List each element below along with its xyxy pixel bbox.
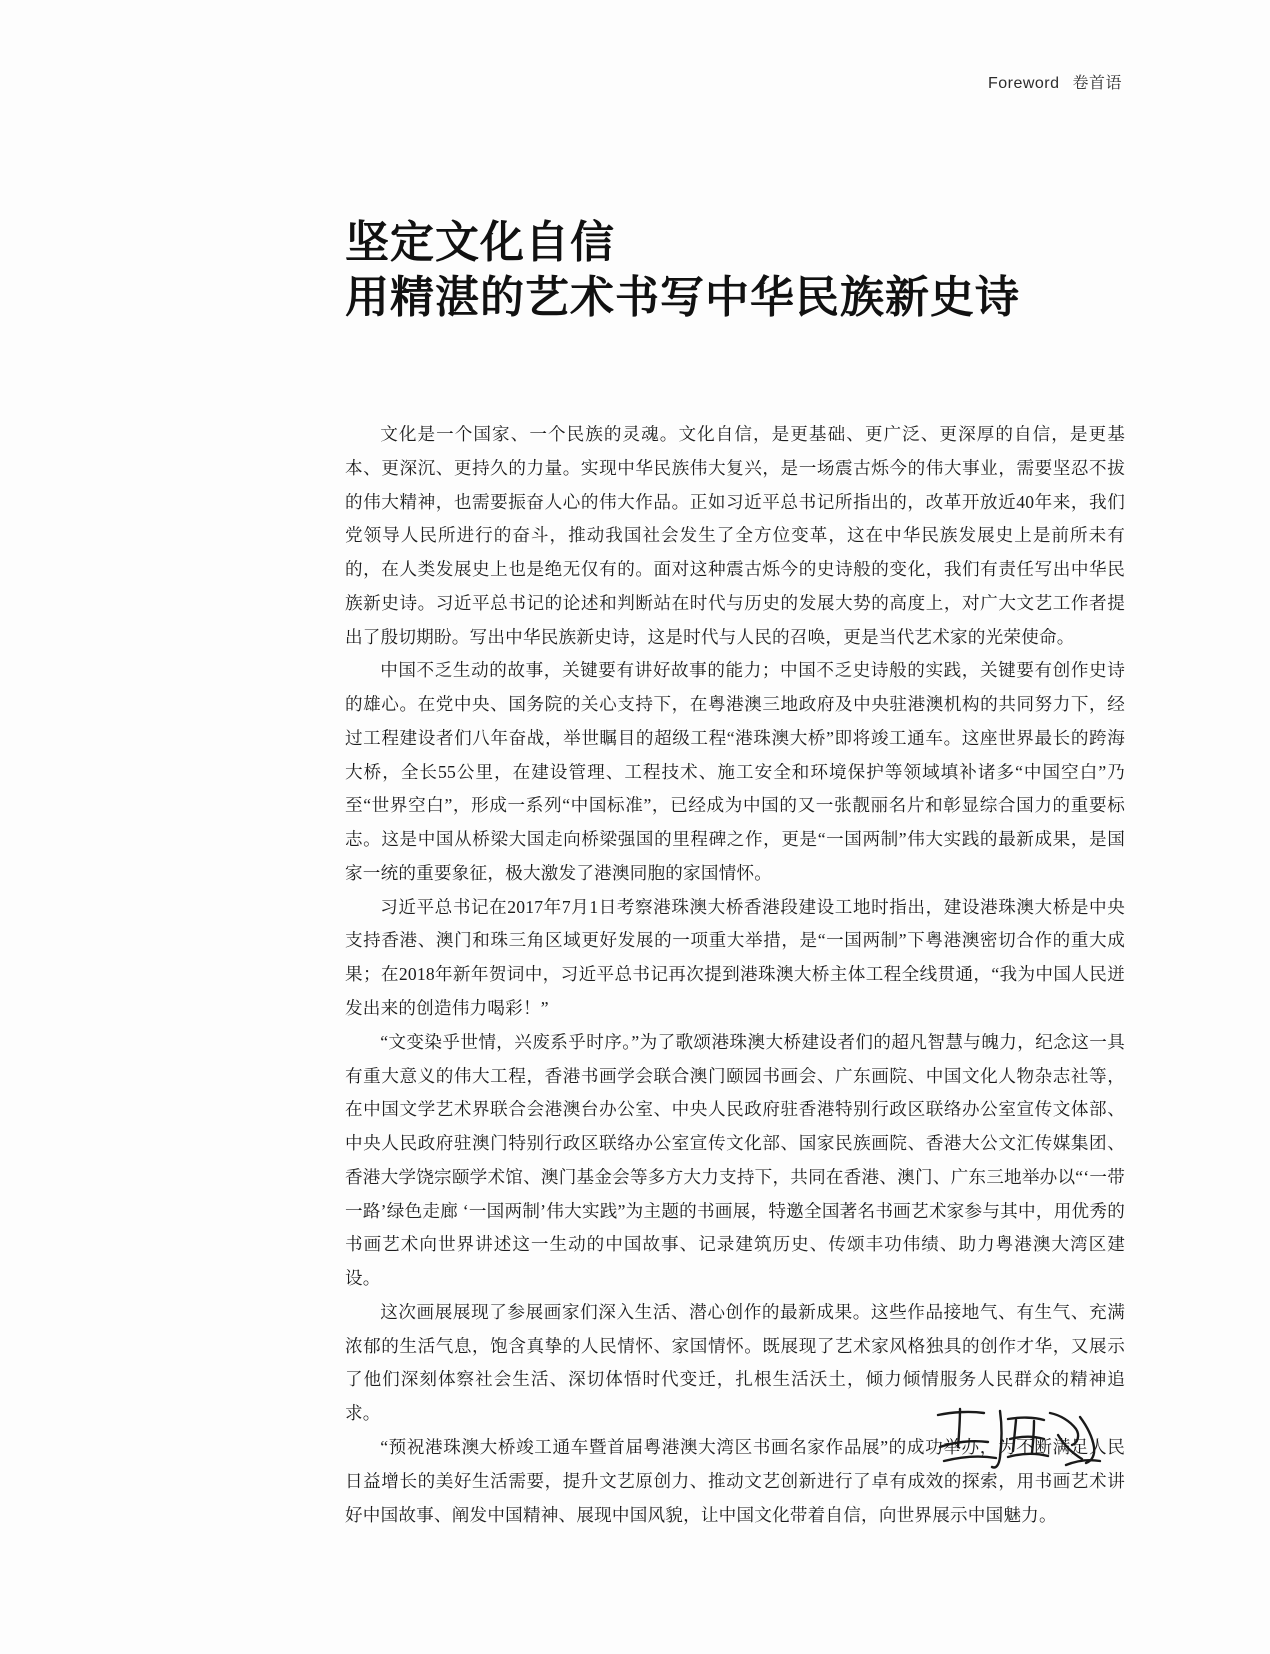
paragraph: 中国不乏生动的故事，关键要有讲好故事的能力；中国不乏史诗般的实践，关键要有创作史诗的雄心。在党中央、国务院的关心支持下，在粤港澳三地政府及中央驻港澳机构的共同努力下，经过工程建设者们八年奋战，举世瞩目的超级工程“港珠澳大桥”即将竣工通车。这座世界最长的跨海大桥，全长55公里，在建设管理、工程技术、施工安全和环境保护等领域填补诸多“中国空白”乃至“世界空白”，形成一系列“中国标准”，已经成为中国的又一张靓丽名片和彰显综合国力的重要标志。这是中国从桥梁大国走向桥梁强国的里程碑之作，更是“一国两制”伟大实践的最新成果，是国家一统的重要象征，极大激发了港澳同胞的家国情怀。 [345,660,1125,883]
article-body [345,418,1125,1532]
paragraph: “预祝港珠澳大桥竣工通车暨首届粤港澳大湾区书画名家作品展”的成功举办，为不断满足人民日益增长的美好生活需要，提升文艺原创力、推动文艺创新进行了卓有成效的探索，用书画艺术讲好中国故事、阐发中国精神、展现中国风貌，让中国文化带着自信，向世界展示中国魅力。 [345,1436,1125,1525]
paragraph: 文化是一个国家、一个民族的灵魂。文化自信，是更基础、更广泛、更深厚的自信，是更基本、更深沉、更持久的力量。实现中华民族伟大复兴，是一场震古烁今的伟大事业，需要坚忍不拔的伟大精神，也需要振奋人心的伟大作品。正如习近平总书记所指出的，改革开放近40年来，我们党领导人民所进行的奋斗，推动我国社会发生了全方位变革，这在中华民族发展史上是前所未有的，在人类发展史上也是绝无仅有的。面对这种震古烁今的史诗般的变化，我们有责任写出中华民族新史诗。习近平总书记的论述和判断站在时代与历史的发展大势的高度上，对广大文艺工作者提出了殷切期盼。写出中华民族新史诗，这是时代与人民的召唤，更是当代艺术家的光荣使命。 [345,424,1125,647]
paragraph: 习近平总书记在2017年7月1日考察港珠澳大桥香港段建设工地时指出，建设港珠澳大桥是中央支持香港、澳门和珠三角区域更好发展的一项重大举措，是“一国两制”下粤港澳密切合作的重大成果；在2018年新年贺词中，习近平总书记再次提到港珠澳大桥主体工程全线贯通，“我为中国人民迸发出来的创造伟力喝彩！” [345,896,1125,1019]
title-line-1: 坚定文化自信 [345,217,615,268]
signature-icon [930,1395,1110,1485]
page-title [345,215,1145,326]
header-chinese-label: 卷首语 [1072,75,1122,92]
title-line-2: 用精湛的艺术书写中华民族新史诗 [345,272,1020,324]
paragraph: 这次画展展现了参展画家们深入生活、潜心创作的最新成果。这些作品接地气、有生气、充满浓郁的生活气息，饱含真挚的人民情怀、家国情怀。既展现了艺术家风格独具的创作才华，又展示了他们深刻体察社会生活、深切体悟时代变迁，扎根生活沃土，倾力倾情服务人民群众的精神追求。 [345,1301,1125,1424]
page-header [988,70,1122,93]
paragraph: “文变染乎世情，兴废系乎时序。”为了歌颂港珠澳大桥建设者们的超凡智慧与魄力，纪念这一具有重大意义的伟大工程，香港书画学会联合澳门颐园书画会、广东画院、中国文化人物杂志社等，在中国文学艺术界联合会港澳台办公室、中央人民政府驻香港特别行政区联络办公室宣传文体部、中央人民政府驻澳门特别行政区联络办公室宣传文化部、国家民族画院、香港大公文汇传媒集团、香港大学饶宗颐学术馆、澳门基金会等多方大力支持下，共同在香港、澳门、广东三地举办以“‘一带一路’绿色走廊 ‘一国两制’伟大实践”为主题的书画展，特邀全国著名书画艺术家参与其中，用优秀的书画艺术向世界讲述这一生动的中国故事、记录建筑历史、传颂丰功伟绩、助力粤港澳大湾区建设。 [345,1031,1125,1289]
header-english-label: Foreword [987,75,1060,92]
